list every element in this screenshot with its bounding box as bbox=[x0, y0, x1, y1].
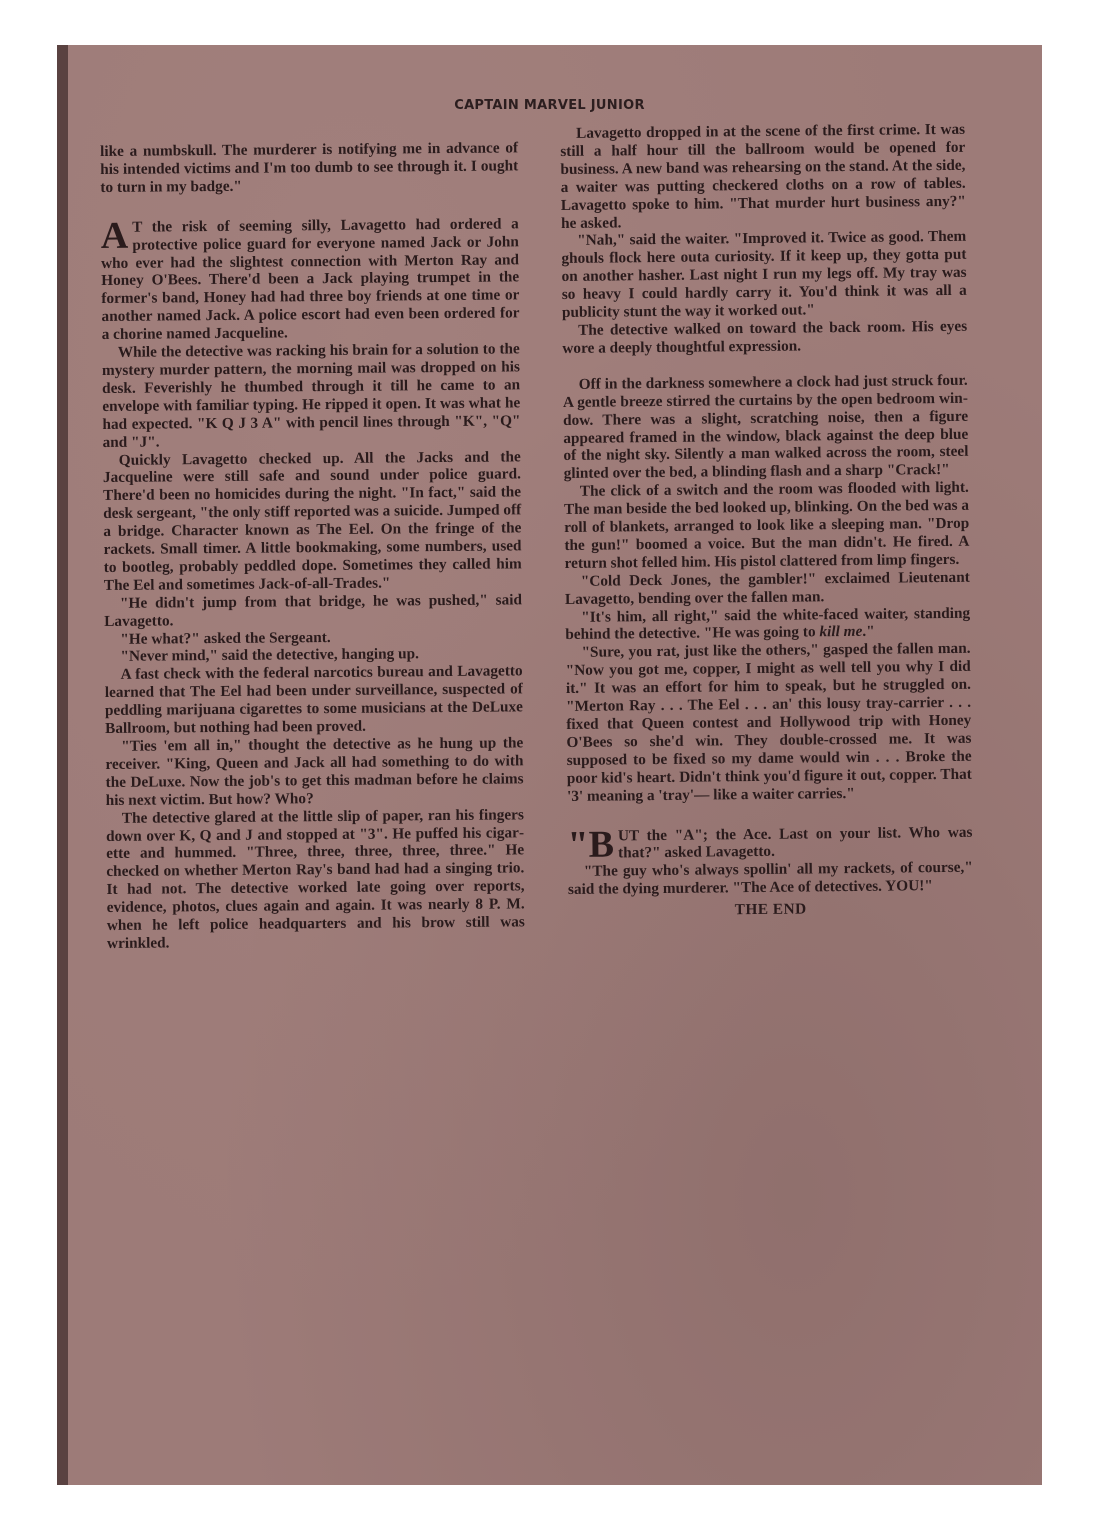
drop-cap: A bbox=[100, 214, 129, 257]
paragraph: "The guy who's always spollin' all my rackets, of course," said the dying murderer. "The Ace of detectives. YOU!" bbox=[567, 859, 973, 899]
left-column bbox=[100, 139, 525, 952]
paragraph: A fast check with the federal narcotics bureau and Lavagetto learned that The Eel had been under surveillance, suspected of peddling marijuana cigarettes to some musicians at the DeLuxe Ballroom, but nothing had been proved. bbox=[104, 662, 524, 738]
paragraph: The detective glared at the little slip of paper, ran his fingers down over K, Q and J and stopped at "3". He puffed his cigarette and hummed. "Three, three, three, three, three." He checked on whether Merton Ray's band had had a singing trio. It had not. The detective worked late going over reports, evidence, photos, clues again and again. It was nearly 8 P. M. when he left police headquarters and his brow still was wrinkled. bbox=[105, 805, 525, 952]
paragraph-text: ." bbox=[862, 623, 875, 641]
paragraph-text: "It's him, all right," said the white-faced waiter, standing behind the detective. "He was going to bbox=[565, 604, 971, 644]
dropcap-paragraph bbox=[567, 823, 973, 866]
drop-cap: "B bbox=[567, 823, 615, 866]
end-mark: THE END bbox=[734, 900, 807, 919]
italic-text: kill me bbox=[819, 623, 863, 641]
paragraph-text: UT the "A"; the Ace. Last on your list. Who was that?" asked Lavagetto. bbox=[617, 823, 973, 862]
right-column bbox=[560, 121, 973, 921]
paragraph: While the detective was racking his brain for a solution to the mystery murder pattern, the morning mail was dropped on his desk. Feverishly he thumbed through it till he came to an envelope with familiar typing. He ripped it open. It was what he had expected. "K Q J 3 A" with pencil lines through "K", "Q" and "J". bbox=[101, 340, 521, 451]
paragraph: "Ties 'em all in," thought the detective as he hung up the receiver. "King, Queen and Jack all had something to do with the DeLuxe. Now the job's to get this madman before he claims his next victim. But how? Who? bbox=[105, 734, 524, 809]
paragraph: Quickly Lavagetto checked up. All the Jacks and the Jacqueline were still safe and sound under police guard. There'd been no homicides during the night. "In fact," said the desk sergeant, "the only stiff reported was a suicide. Jumped off a bridge. Character known as The Eel. On the fringe of the rackets. Small timer. A little bookmaking, some numbers, used to bootleg, probably peddled dope. Sometimes they called him The Eel and sometimes Jack-of-all-Trades." bbox=[102, 447, 522, 594]
paragraph: "Never mind," said the detective, hanging up. bbox=[120, 645, 419, 666]
paragraph: "Sure, you rat, just like the others," gasped the fallen man. "Now you got me, copper, I might as well tell you why I did it." It was an effort for him to speak, but he struggled on. "Merton Ray . . . The Eel . . . an' this lousy tray-carrier . . . fixed that Queen contest and Hollywood trip with Honey O'Bees so she'd win. They double-crossed me. It was supposed to be fixed so my dame would win . . . Broke the poor kid's heart. Didn't think you'd figure it out, copper. That '3' meaning a 'tray'— like a waiter carries." bbox=[565, 640, 972, 805]
paragraph: Off in the darkness somewhere a clock had just struck four. A gentle breeze stirred the curtains by the open bedroom window. There was a slight, scratching noise, then a figure appeared framed in the window, black against the deep blue of the night sky. Silently a man walked across the room, steel glinted over the bed, a blinding flash and a sharp "Crack!" bbox=[562, 371, 969, 483]
paragraph: Lavagetto dropped in at the scene of the first crime. It was still a half hour till the ballroom would be opened for business. A new band was rehearsing on the stand. At the side, a waiter was putting checkered cloths on a row of tables. Lavagetto spoke to him. "That murder hurt business any?" he asked. bbox=[560, 120, 966, 232]
paragraph: "He didn't jump from that bridge, he was pushed," said Lavagetto. bbox=[104, 591, 523, 630]
magazine-page bbox=[57, 45, 1042, 1485]
paragraph: The click of a switch and the room was flooded with light. The man beside the bed looked up, blinking. On the bed was a roll of blankets, arranged to look like a sleeping man. "Drop the gun!" boomed a voice. But the man didn't. He fired. A return shot felled him. His pistol clattered from limp fingers. bbox=[563, 478, 970, 572]
paragraph: "He what?" asked the Sergeant. bbox=[120, 628, 331, 648]
page-binding-edge bbox=[57, 45, 68, 1485]
paragraph bbox=[565, 604, 970, 644]
running-head: CAPTAIN MARVEL JUNIOR bbox=[454, 98, 645, 113]
paragraph: like a numbskull. The murderer is notifying me in advance of his intended victims and I'm too dumb to see through it. I ought to turn in my badge." bbox=[100, 139, 519, 196]
dropcap-paragraph bbox=[101, 215, 520, 344]
paragraph: "Nah," said the waiter. "Improved it. Twice as good. Them ghouls flock here outa curiosity. If it keep up, they gotta put on another hasher. Last night I run my legs off. My tray was so heavy I could hardly carry it. You'd think it was all a publicity stunt the way it worked out." bbox=[561, 228, 967, 322]
paragraph: "Cold Deck Jones, the gambler!" exclaimed Lieutenant Lavagetto, bending over the fallen man. bbox=[564, 568, 970, 608]
paragraph-text: T the risk of seeming silly, Lavagetto had ordered a protective police guard for everyone named Jack or John who ever had the slightest connection with Merton Ray and Honey O'Bees. There'd been a Jack playing trumpet in the former's band, Honey had had three boy friends at one time or another named Jack. A police escort had even been ordered for a chorine named Jacqueline. bbox=[100, 215, 520, 344]
paragraph: The detective walked on toward the back room. His eyes wore a deeply thoughtful expression. bbox=[562, 317, 968, 357]
